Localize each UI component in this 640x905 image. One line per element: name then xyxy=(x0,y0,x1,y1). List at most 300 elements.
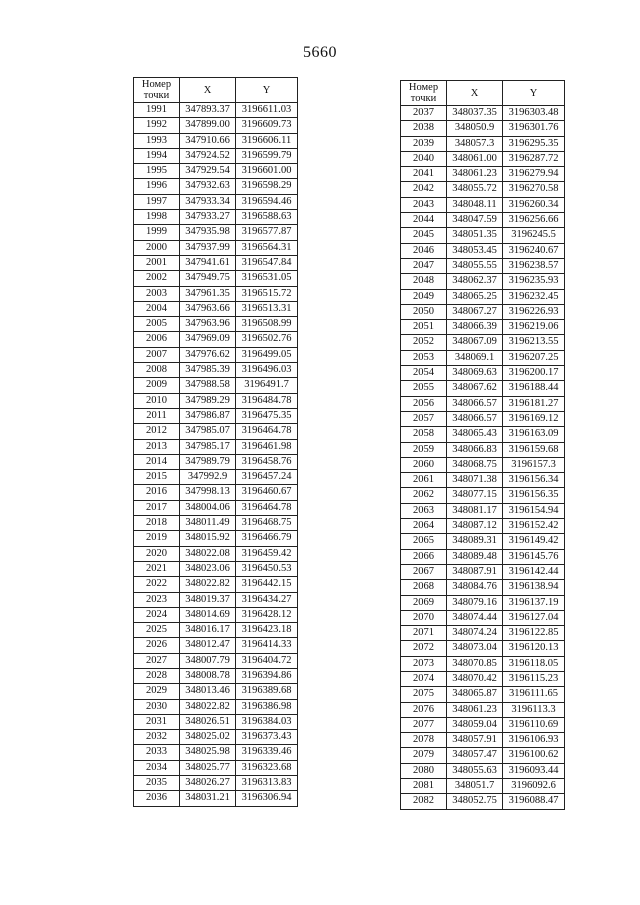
x-coordinate-cell: 348015.92 xyxy=(180,531,236,546)
table-row xyxy=(134,118,298,133)
x-coordinate-cell: 348077.15 xyxy=(447,488,503,503)
point-number-cell: 2021 xyxy=(134,561,180,576)
y-coordinate-cell: 3196499.05 xyxy=(236,347,298,362)
table-row xyxy=(401,457,565,472)
table-row xyxy=(134,408,298,423)
point-number-cell: 2028 xyxy=(134,668,180,683)
point-number-cell: 2029 xyxy=(134,684,180,699)
table-row xyxy=(401,228,565,243)
point-number-cell: 2054 xyxy=(401,366,447,381)
y-coordinate-cell: 3196466.79 xyxy=(236,531,298,546)
y-coordinate-cell: 3196232.45 xyxy=(503,289,565,304)
point-number-cell: 2013 xyxy=(134,439,180,454)
y-coordinate-cell: 3196301.76 xyxy=(503,121,565,136)
y-coordinate-cell: 3196287.72 xyxy=(503,151,565,166)
x-coordinate-cell: 348008.78 xyxy=(180,668,236,683)
y-coordinate-cell: 3196373.43 xyxy=(236,730,298,745)
point-number-cell: 2037 xyxy=(401,106,447,121)
x-coordinate-cell: 348065.25 xyxy=(447,289,503,304)
header-point-number: Номер точки xyxy=(134,78,180,103)
y-coordinate-cell: 3196577.87 xyxy=(236,225,298,240)
point-number-cell: 1991 xyxy=(134,103,180,118)
point-number-cell: 2007 xyxy=(134,347,180,362)
table-row xyxy=(134,516,298,531)
point-number-cell: 2051 xyxy=(401,320,447,335)
point-number-cell: 2004 xyxy=(134,301,180,316)
x-coordinate-cell: 348037.35 xyxy=(447,106,503,121)
table-row xyxy=(401,381,565,396)
x-coordinate-cell: 348055.72 xyxy=(447,182,503,197)
point-number-cell: 2001 xyxy=(134,255,180,270)
y-coordinate-cell: 3196515.72 xyxy=(236,286,298,301)
table-row xyxy=(401,580,565,595)
table-row xyxy=(134,470,298,485)
point-number-cell: 1999 xyxy=(134,225,180,240)
table-row xyxy=(134,531,298,546)
table-row xyxy=(401,442,565,457)
point-number-cell: 2058 xyxy=(401,427,447,442)
point-number-cell: 2077 xyxy=(401,717,447,732)
y-coordinate-cell: 3196513.31 xyxy=(236,301,298,316)
table-row xyxy=(401,748,565,763)
x-coordinate-cell: 347989.79 xyxy=(180,454,236,469)
y-coordinate-cell: 3196599.79 xyxy=(236,148,298,163)
table-row xyxy=(134,638,298,653)
y-coordinate-cell: 3196606.11 xyxy=(236,133,298,148)
y-coordinate-cell: 3196323.68 xyxy=(236,760,298,775)
point-number-cell: 2070 xyxy=(401,610,447,625)
point-number-cell: 2033 xyxy=(134,745,180,760)
table-row xyxy=(401,473,565,488)
point-number-cell: 2020 xyxy=(134,546,180,561)
point-number-cell: 2059 xyxy=(401,442,447,457)
point-number-cell: 2080 xyxy=(401,763,447,778)
table-row xyxy=(134,684,298,699)
x-coordinate-cell: 348074.44 xyxy=(447,610,503,625)
x-coordinate-cell: 347989.29 xyxy=(180,393,236,408)
x-coordinate-cell: 348048.11 xyxy=(447,197,503,212)
y-coordinate-cell: 3196181.27 xyxy=(503,396,565,411)
point-number-cell: 2026 xyxy=(134,638,180,653)
table-row xyxy=(401,687,565,702)
x-coordinate-cell: 347985.39 xyxy=(180,363,236,378)
point-number-cell: 2055 xyxy=(401,381,447,396)
y-coordinate-cell: 3196475.35 xyxy=(236,408,298,423)
x-coordinate-cell: 347933.27 xyxy=(180,210,236,225)
table-row xyxy=(134,255,298,270)
y-coordinate-cell: 3196188.44 xyxy=(503,381,565,396)
x-coordinate-cell: 347899.00 xyxy=(180,118,236,133)
y-coordinate-cell: 3196450.53 xyxy=(236,561,298,576)
table-row xyxy=(401,626,565,641)
point-number-cell: 2069 xyxy=(401,595,447,610)
x-coordinate-cell: 348067.27 xyxy=(447,304,503,319)
x-coordinate-cell: 348057.91 xyxy=(447,733,503,748)
x-coordinate-cell: 348087.12 xyxy=(447,519,503,534)
table-body-right xyxy=(401,106,565,810)
table-body-left xyxy=(134,103,298,807)
point-number-cell: 2000 xyxy=(134,240,180,255)
x-coordinate-cell: 348074.24 xyxy=(447,626,503,641)
x-coordinate-cell: 348016.17 xyxy=(180,623,236,638)
x-coordinate-cell: 348069.1 xyxy=(447,350,503,365)
point-number-cell: 2025 xyxy=(134,623,180,638)
table-row xyxy=(134,164,298,179)
y-coordinate-cell: 3196115.23 xyxy=(503,671,565,686)
table-row xyxy=(401,106,565,121)
y-coordinate-cell: 3196152.42 xyxy=(503,519,565,534)
y-coordinate-cell: 3196394.86 xyxy=(236,668,298,683)
y-coordinate-cell: 3196423.18 xyxy=(236,623,298,638)
point-number-cell: 2076 xyxy=(401,702,447,717)
table-row xyxy=(401,304,565,319)
y-coordinate-cell: 3196313.83 xyxy=(236,776,298,791)
x-coordinate-cell: 347976.62 xyxy=(180,347,236,362)
x-coordinate-cell: 348052.75 xyxy=(447,794,503,809)
table-row xyxy=(401,396,565,411)
x-coordinate-cell: 347932.63 xyxy=(180,179,236,194)
x-coordinate-cell: 348065.43 xyxy=(447,427,503,442)
table-header-row xyxy=(401,81,565,106)
point-number-cell: 2022 xyxy=(134,577,180,592)
x-coordinate-cell: 347961.35 xyxy=(180,286,236,301)
point-number-cell: 2047 xyxy=(401,258,447,273)
table-row xyxy=(401,427,565,442)
x-coordinate-cell: 348061.23 xyxy=(447,167,503,182)
header-point-number: Номер точки xyxy=(401,81,447,106)
point-number-cell: 2014 xyxy=(134,454,180,469)
y-coordinate-cell: 3196122.85 xyxy=(503,626,565,641)
y-coordinate-cell: 3196508.99 xyxy=(236,317,298,332)
table-row xyxy=(134,301,298,316)
page-number: 5660 xyxy=(303,44,337,61)
point-number-cell: 2041 xyxy=(401,167,447,182)
table-row xyxy=(134,592,298,607)
table-row xyxy=(134,699,298,714)
y-coordinate-cell: 3196219.06 xyxy=(503,320,565,335)
y-coordinate-cell: 3196588.63 xyxy=(236,210,298,225)
x-coordinate-cell: 348066.57 xyxy=(447,411,503,426)
point-number-cell: 2050 xyxy=(401,304,447,319)
point-number-cell: 2042 xyxy=(401,182,447,197)
point-number-cell: 2062 xyxy=(401,488,447,503)
y-coordinate-cell: 3196256.66 xyxy=(503,213,565,228)
point-number-cell: 1997 xyxy=(134,194,180,209)
point-number-cell: 2071 xyxy=(401,626,447,641)
table-row xyxy=(401,320,565,335)
point-number-cell: 2030 xyxy=(134,699,180,714)
y-coordinate-cell: 3196169.12 xyxy=(503,411,565,426)
x-coordinate-cell: 348062.37 xyxy=(447,274,503,289)
header-x: X xyxy=(180,78,236,103)
x-coordinate-cell: 348026.27 xyxy=(180,776,236,791)
y-coordinate-cell: 3196127.04 xyxy=(503,610,565,625)
point-number-cell: 1992 xyxy=(134,118,180,133)
point-number-cell: 2052 xyxy=(401,335,447,350)
header-y: Y xyxy=(236,78,298,103)
point-number-cell: 2011 xyxy=(134,408,180,423)
table-row xyxy=(134,745,298,760)
table-row xyxy=(401,335,565,350)
point-number-cell: 2045 xyxy=(401,228,447,243)
x-coordinate-cell: 348065.87 xyxy=(447,687,503,702)
point-number-cell: 2027 xyxy=(134,653,180,668)
y-coordinate-cell: 3196163.09 xyxy=(503,427,565,442)
y-coordinate-cell: 3196207.25 xyxy=(503,350,565,365)
x-coordinate-cell: 348025.02 xyxy=(180,730,236,745)
point-number-cell: 2005 xyxy=(134,317,180,332)
point-number-cell: 2032 xyxy=(134,730,180,745)
y-coordinate-cell: 3196149.42 xyxy=(503,534,565,549)
x-coordinate-cell: 348066.39 xyxy=(447,320,503,335)
table-row xyxy=(401,121,565,136)
y-coordinate-cell: 3196156.35 xyxy=(503,488,565,503)
point-number-cell: 2024 xyxy=(134,607,180,622)
coordinates-table-left xyxy=(133,77,298,807)
y-coordinate-cell: 3196564.31 xyxy=(236,240,298,255)
point-number-cell: 2053 xyxy=(401,350,447,365)
y-coordinate-cell: 3196609.73 xyxy=(236,118,298,133)
table-row xyxy=(401,350,565,365)
y-coordinate-cell: 3196113.3 xyxy=(503,702,565,717)
x-coordinate-cell: 348013.46 xyxy=(180,684,236,699)
point-number-cell: 2019 xyxy=(134,531,180,546)
x-coordinate-cell: 348025.98 xyxy=(180,745,236,760)
y-coordinate-cell: 3196213.55 xyxy=(503,335,565,350)
point-number-cell: 2066 xyxy=(401,549,447,564)
point-number-cell: 2010 xyxy=(134,393,180,408)
table-row xyxy=(134,500,298,515)
y-coordinate-cell: 3196270.58 xyxy=(503,182,565,197)
y-coordinate-cell: 3196461.98 xyxy=(236,439,298,454)
point-number-cell: 2079 xyxy=(401,748,447,763)
table-row xyxy=(401,411,565,426)
y-coordinate-cell: 3196145.76 xyxy=(503,549,565,564)
table-row xyxy=(401,717,565,732)
y-coordinate-cell: 3196611.03 xyxy=(236,103,298,118)
point-number-cell: 2074 xyxy=(401,671,447,686)
x-coordinate-cell: 348023.06 xyxy=(180,561,236,576)
y-coordinate-cell: 3196092.6 xyxy=(503,779,565,794)
x-coordinate-cell: 348070.85 xyxy=(447,656,503,671)
x-coordinate-cell: 348022.82 xyxy=(180,577,236,592)
point-number-cell: 2048 xyxy=(401,274,447,289)
point-number-cell: 2017 xyxy=(134,500,180,515)
point-number-cell: 2046 xyxy=(401,243,447,258)
table-row xyxy=(134,668,298,683)
x-coordinate-cell: 347988.58 xyxy=(180,378,236,393)
point-number-cell: 2049 xyxy=(401,289,447,304)
x-coordinate-cell: 347949.75 xyxy=(180,271,236,286)
table-row xyxy=(401,641,565,656)
table-row xyxy=(401,289,565,304)
point-number-cell: 2003 xyxy=(134,286,180,301)
y-coordinate-cell: 3196464.78 xyxy=(236,500,298,515)
x-coordinate-cell: 347963.66 xyxy=(180,301,236,316)
table-row xyxy=(134,317,298,332)
y-coordinate-cell: 3196238.57 xyxy=(503,258,565,273)
table-row xyxy=(134,561,298,576)
y-coordinate-cell: 3196306.94 xyxy=(236,791,298,806)
table-row xyxy=(401,366,565,381)
table-row xyxy=(134,393,298,408)
y-coordinate-cell: 3196428.12 xyxy=(236,607,298,622)
table-row xyxy=(401,656,565,671)
y-coordinate-cell: 3196138.94 xyxy=(503,580,565,595)
table-row xyxy=(401,167,565,182)
table-row xyxy=(134,439,298,454)
point-number-cell: 2002 xyxy=(134,271,180,286)
x-coordinate-cell: 348050.9 xyxy=(447,121,503,136)
point-number-cell: 2012 xyxy=(134,424,180,439)
y-coordinate-cell: 3196279.94 xyxy=(503,167,565,182)
y-coordinate-cell: 3196111.65 xyxy=(503,687,565,702)
table-row xyxy=(401,534,565,549)
x-coordinate-cell: 347992.9 xyxy=(180,470,236,485)
point-number-cell: 1998 xyxy=(134,210,180,225)
table-row xyxy=(401,243,565,258)
point-number-cell: 2082 xyxy=(401,794,447,809)
x-coordinate-cell: 348057.47 xyxy=(447,748,503,763)
coordinates-table-right xyxy=(400,80,565,810)
point-number-cell: 2065 xyxy=(401,534,447,549)
x-coordinate-cell: 348070.42 xyxy=(447,671,503,686)
point-number-cell: 2061 xyxy=(401,473,447,488)
y-coordinate-cell: 3196106.93 xyxy=(503,733,565,748)
point-number-cell: 2044 xyxy=(401,213,447,228)
table-row xyxy=(401,564,565,579)
x-coordinate-cell: 347986.87 xyxy=(180,408,236,423)
x-coordinate-cell: 348069.63 xyxy=(447,366,503,381)
y-coordinate-cell: 3196601.00 xyxy=(236,164,298,179)
table-row xyxy=(401,794,565,809)
x-coordinate-cell: 348059.04 xyxy=(447,717,503,732)
point-number-cell: 1996 xyxy=(134,179,180,194)
table-row xyxy=(401,213,565,228)
table-row xyxy=(401,702,565,717)
x-coordinate-cell: 347941.61 xyxy=(180,255,236,270)
table-row xyxy=(134,424,298,439)
y-coordinate-cell: 3196235.93 xyxy=(503,274,565,289)
table-row xyxy=(401,182,565,197)
x-coordinate-cell: 347963.96 xyxy=(180,317,236,332)
point-number-cell: 2056 xyxy=(401,396,447,411)
table-row xyxy=(401,733,565,748)
point-number-cell: 2063 xyxy=(401,503,447,518)
x-coordinate-cell: 347924.52 xyxy=(180,148,236,163)
x-coordinate-cell: 348019.37 xyxy=(180,592,236,607)
x-coordinate-cell: 347935.98 xyxy=(180,225,236,240)
table-row xyxy=(134,607,298,622)
table-row xyxy=(134,240,298,255)
table-row xyxy=(134,133,298,148)
y-coordinate-cell: 3196240.67 xyxy=(503,243,565,258)
point-number-cell: 2036 xyxy=(134,791,180,806)
point-number-cell: 2023 xyxy=(134,592,180,607)
y-coordinate-cell: 3196245.5 xyxy=(503,228,565,243)
y-coordinate-cell: 3196457.24 xyxy=(236,470,298,485)
y-coordinate-cell: 3196159.68 xyxy=(503,442,565,457)
point-number-cell: 1993 xyxy=(134,133,180,148)
table-row xyxy=(401,258,565,273)
y-coordinate-cell: 3196088.47 xyxy=(503,794,565,809)
table-row xyxy=(134,194,298,209)
x-coordinate-cell: 348012.47 xyxy=(180,638,236,653)
table-row xyxy=(401,151,565,166)
x-coordinate-cell: 348014.69 xyxy=(180,607,236,622)
table-row xyxy=(134,225,298,240)
point-number-cell: 1994 xyxy=(134,148,180,163)
x-coordinate-cell: 348022.82 xyxy=(180,699,236,714)
table-row xyxy=(134,210,298,225)
point-number-cell: 2034 xyxy=(134,760,180,775)
table-row xyxy=(401,595,565,610)
x-coordinate-cell: 348089.31 xyxy=(447,534,503,549)
point-number-cell: 2057 xyxy=(401,411,447,426)
y-coordinate-cell: 3196142.44 xyxy=(503,564,565,579)
x-coordinate-cell: 348051.7 xyxy=(447,779,503,794)
x-coordinate-cell: 348071.38 xyxy=(447,473,503,488)
table-row xyxy=(134,103,298,118)
x-coordinate-cell: 348022.08 xyxy=(180,546,236,561)
table-row xyxy=(401,779,565,794)
x-coordinate-cell: 347937.99 xyxy=(180,240,236,255)
y-coordinate-cell: 3196156.34 xyxy=(503,473,565,488)
point-number-cell: 1995 xyxy=(134,164,180,179)
point-number-cell: 2008 xyxy=(134,363,180,378)
y-coordinate-cell: 3196226.93 xyxy=(503,304,565,319)
point-number-cell: 2067 xyxy=(401,564,447,579)
point-number-cell: 2016 xyxy=(134,485,180,500)
x-coordinate-cell: 348081.17 xyxy=(447,503,503,518)
y-coordinate-cell: 3196442.15 xyxy=(236,577,298,592)
table-row xyxy=(134,730,298,745)
x-coordinate-cell: 348011.49 xyxy=(180,516,236,531)
y-coordinate-cell: 3196434.27 xyxy=(236,592,298,607)
y-coordinate-cell: 3196118.05 xyxy=(503,656,565,671)
y-coordinate-cell: 3196458.76 xyxy=(236,454,298,469)
x-coordinate-cell: 348067.62 xyxy=(447,381,503,396)
table-row xyxy=(134,148,298,163)
table-row xyxy=(134,271,298,286)
y-coordinate-cell: 3196389.68 xyxy=(236,684,298,699)
x-coordinate-cell: 348055.55 xyxy=(447,258,503,273)
x-coordinate-cell: 347910.66 xyxy=(180,133,236,148)
y-coordinate-cell: 3196339.46 xyxy=(236,745,298,760)
table-row xyxy=(401,610,565,625)
table-row xyxy=(134,776,298,791)
y-coordinate-cell: 3196491.7 xyxy=(236,378,298,393)
y-coordinate-cell: 3196460.67 xyxy=(236,485,298,500)
table-row xyxy=(401,671,565,686)
table-row xyxy=(134,714,298,729)
x-coordinate-cell: 348067.09 xyxy=(447,335,503,350)
y-coordinate-cell: 3196404.72 xyxy=(236,653,298,668)
table-row xyxy=(134,286,298,301)
y-coordinate-cell: 3196295.35 xyxy=(503,136,565,151)
point-number-cell: 2006 xyxy=(134,332,180,347)
y-coordinate-cell: 3196157.3 xyxy=(503,457,565,472)
y-coordinate-cell: 3196100.62 xyxy=(503,748,565,763)
point-number-cell: 2035 xyxy=(134,776,180,791)
x-coordinate-cell: 348031.21 xyxy=(180,791,236,806)
x-coordinate-cell: 348061.23 xyxy=(447,702,503,717)
table-row xyxy=(134,179,298,194)
y-coordinate-cell: 3196459.42 xyxy=(236,546,298,561)
x-coordinate-cell: 348079.16 xyxy=(447,595,503,610)
table-row xyxy=(401,197,565,212)
point-number-cell: 2068 xyxy=(401,580,447,595)
